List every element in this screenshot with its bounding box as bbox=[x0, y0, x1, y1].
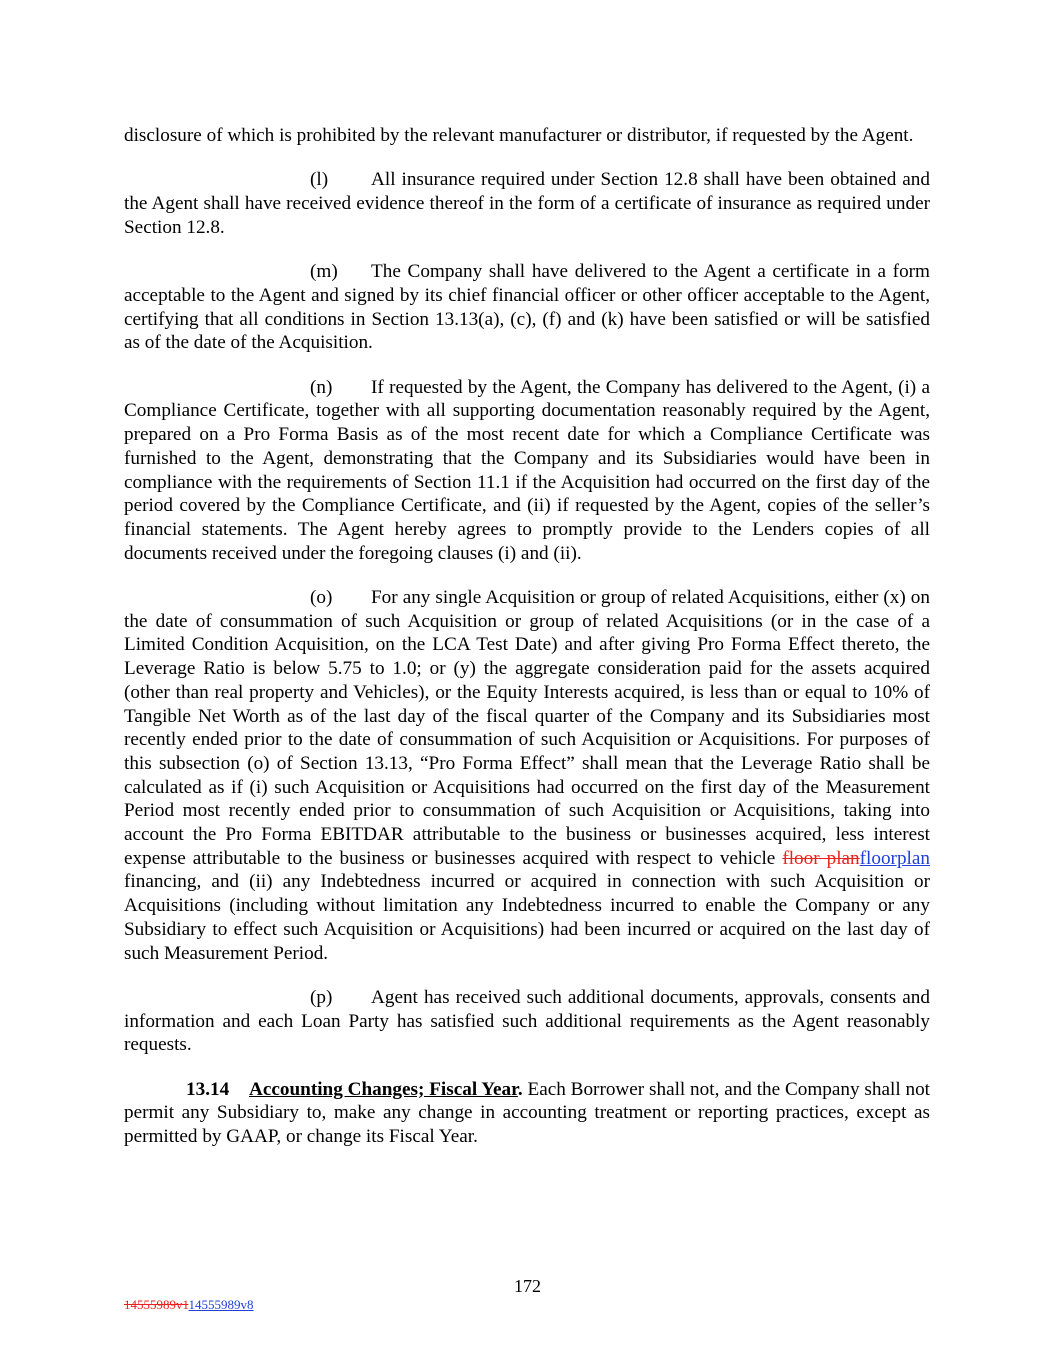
doc-id-deleted: 14555989v1 bbox=[124, 1297, 189, 1312]
deleted-text: floor plan bbox=[782, 847, 860, 869]
item-label: (m) bbox=[310, 261, 338, 283]
item-text-before: For any single Acquisition or group of related Acquisitions, either (x) on the date of consummation of such Acquisition or group of related Acquisitions (or in the case of a Limited Condition Acquisition, on the LCA Test Date) and after giving Pro Forma Effect thereto, the Leverage Ratio is below 5.75 to 1.0; or (y) the aggregate consideration paid for the assets acquired (other than real property and Vehicles), or the Equity Interests acquired, is less than or equal to 10% of Tangible Net Worth as of the last day of the fiscal quarter of the Company and its Subsidiaries most recently ended prior to the date of consummation of such Acquisition or Acquisitions. For purposes of this subsection (o) of Section 13.13, “Pro Forma Effect” shall mean that the Leverage Ratio shall be calculated as if (i) such Acquisition or Acquisitions had occurred on the first day of the Measurement Period most recently ended prior to consummation of such Acquisition or Acquisitions, taking into account the Pro Forma EBITDAR attributable to the business or businesses acquired, less interest expense attributable to the business or businesses acquired with respect to vehicle bbox=[124, 587, 930, 869]
continued-paragraph: disclosure of which is prohibited by the relevant manufacturer or distributor, if requested by the Agent. bbox=[124, 125, 914, 146]
item-m bbox=[124, 260, 930, 355]
page-number: 172 bbox=[514, 1276, 541, 1296]
body-text bbox=[124, 124, 930, 1170]
item-n bbox=[124, 376, 930, 566]
item-text-after: financing, and (ii) any Indebtedness incurred or acquired in connection with such Acquisition or Acquisitions (including without limitation any Indebtedness incurred to enable the Company or any Subsidiary to effect such Acquisition or Acquisitions) had been incurred or acquired on the last day of such Measurement Period. bbox=[124, 871, 930, 964]
item-text: The Company shall have delivered to the Agent a certificate in a form acceptable to the Agent and signed by its chief financial officer or other officer acceptable to the Agent, certifying that all conditions in Section 13.13(a), (c), (f) and (k) have been satisfied or will be satisfied as of the date of the Acquisition. bbox=[124, 261, 930, 354]
document-id bbox=[124, 1297, 254, 1313]
section-text: Each Borrower shall not, and the Company shall not permit any Subsidiary to, make any change in accounting treatment or reporting practices, except as permitted by GAAP, or change its Fiscal Year. bbox=[124, 1078, 930, 1148]
item-text: Agent has received such additional documents, approvals, consents and information and each Loan Party has satisfied such additional requirements as the Agent reasonably requests. bbox=[124, 986, 930, 1056]
item-label: (l) bbox=[310, 169, 329, 191]
item-label: (n) bbox=[310, 376, 333, 398]
section-13-14 bbox=[124, 1078, 930, 1149]
item-label: (o) bbox=[310, 587, 333, 608]
doc-id-inserted: 14555989v8 bbox=[188, 1297, 254, 1312]
item-text: All insurance required under Section 12.8 shall have been obtained and the Agent shall have received evidence thereof in the form of a certificate of insurance as required under Section 12.8. bbox=[124, 169, 930, 238]
item-text: If requested by the Agent, the Company has delivered to the Agent, (i) a Compliance Certificate, together with all supporting documentation reasonably required by the Agent, prepared on a Pro Forma Basis as of the most recent date for which a Compliance Certificate was furnished to the Agent, demonstrating that the Company and its Subsidiaries would have been in compliance with the requirements of Section 11.1 if the Acquisition had occurred on the first day of the period covered by the Compliance Certificate, and (ii) if requested by the Agent, copies of the seller’s financial statements. The Agent hereby agrees to promptly provide to the Lenders copies of all documents received under the foregoing clauses (i) and (ii). bbox=[124, 376, 930, 564]
item-o bbox=[124, 586, 930, 965]
section-number: 13.14 bbox=[186, 1078, 230, 1100]
inserted-text: floorplan bbox=[859, 847, 930, 869]
item-label: (p) bbox=[310, 986, 333, 1008]
section-title: Accounting Changes; Fiscal Year bbox=[249, 1078, 518, 1100]
section-title-period: . bbox=[517, 1078, 523, 1100]
item-p bbox=[124, 986, 930, 1057]
item-l bbox=[124, 168, 930, 239]
